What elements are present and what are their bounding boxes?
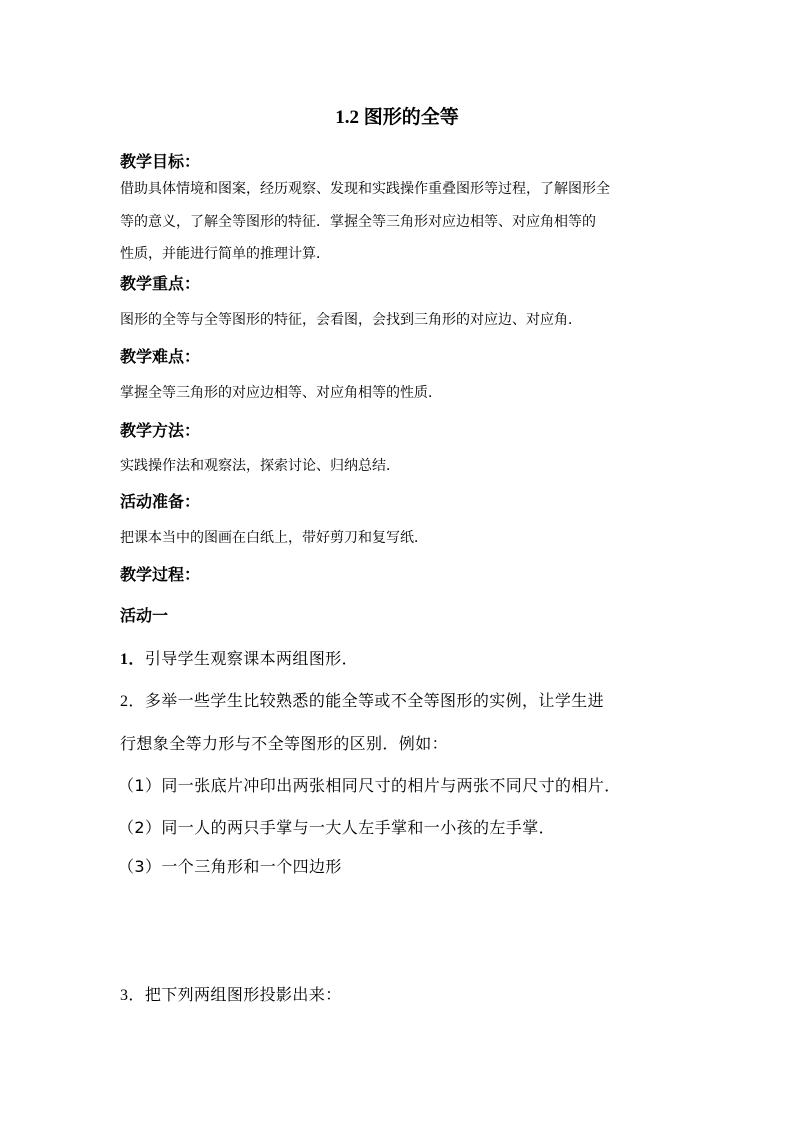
activity1-heading: 活动一 xyxy=(120,606,169,625)
difficulties-heading: 教学难点： xyxy=(120,347,201,366)
preparation-text: 把课本当中的图画在白纸上，带好剪刀和复写纸． xyxy=(120,530,428,546)
example-3 xyxy=(118,854,342,880)
objectives-line-3: 性质，并能进行简单的推理计算． xyxy=(120,246,330,262)
item-2-number: 2． xyxy=(120,693,145,710)
item-2-text-line-1: 多举一些学生比较熟悉的能全等或不全等图形的实例，让学生进 xyxy=(144,691,605,710)
objectives-line-1: 借助具体情境和图案，经历观察、发现和实践操作重叠图形等过程，了解图形全 xyxy=(120,181,610,197)
key-points-text: 图形的全等与全等图形的特征，会看图，会找到三角形的对应边、对应角． xyxy=(120,312,582,328)
example-3-number: （3） xyxy=(118,857,162,876)
difficulties-text: 掌握全等三角形的对应边相等、对应角相等的性质． xyxy=(120,385,442,401)
item-3-number: 3． xyxy=(120,987,145,1004)
item-3-text: 把下列两组图形投影出来： xyxy=(144,985,342,1004)
item-2-text-line-2: 行想象全等力形与不全等图形的区别．例如： xyxy=(120,734,449,753)
methods-heading: 教学方法： xyxy=(120,421,201,440)
process-heading: 教学过程： xyxy=(120,565,201,584)
activity1-item-1 xyxy=(120,646,358,673)
objectives-heading: 教学目标： xyxy=(120,152,201,171)
preparation-heading: 活动准备： xyxy=(120,492,201,511)
example-2 xyxy=(118,815,555,841)
example-3-text: 一个三角形和一个四边形 xyxy=(161,857,342,876)
example-2-number: （2） xyxy=(118,818,162,837)
example-1 xyxy=(118,773,621,799)
example-1-number: （1） xyxy=(118,776,162,795)
activity1-item-3 xyxy=(120,982,342,1009)
key-points-heading: 教学重点： xyxy=(120,274,201,293)
objectives-line-2: 等的意义，了解全等图形的特征．掌握全等三角形对应边相等、对应角相等的 xyxy=(120,214,596,230)
example-1-text: 同一张底片冲印出两张相同尺寸的相片与两张不同尺寸的相片． xyxy=(161,776,621,795)
example-2-text: 同一人的两只手掌与一大人左手掌和一小孩的左手掌． xyxy=(161,818,555,837)
methods-text: 实践操作法和观察法，探索讨论、归纳总结． xyxy=(120,458,400,474)
page-title: 1.2 图形的全等 xyxy=(335,107,459,128)
activity1-item-2-line-1 xyxy=(120,688,604,715)
item-1-text: 引导学生观察课本两组图形． xyxy=(144,649,359,668)
item-1-number: 1． xyxy=(120,651,145,668)
